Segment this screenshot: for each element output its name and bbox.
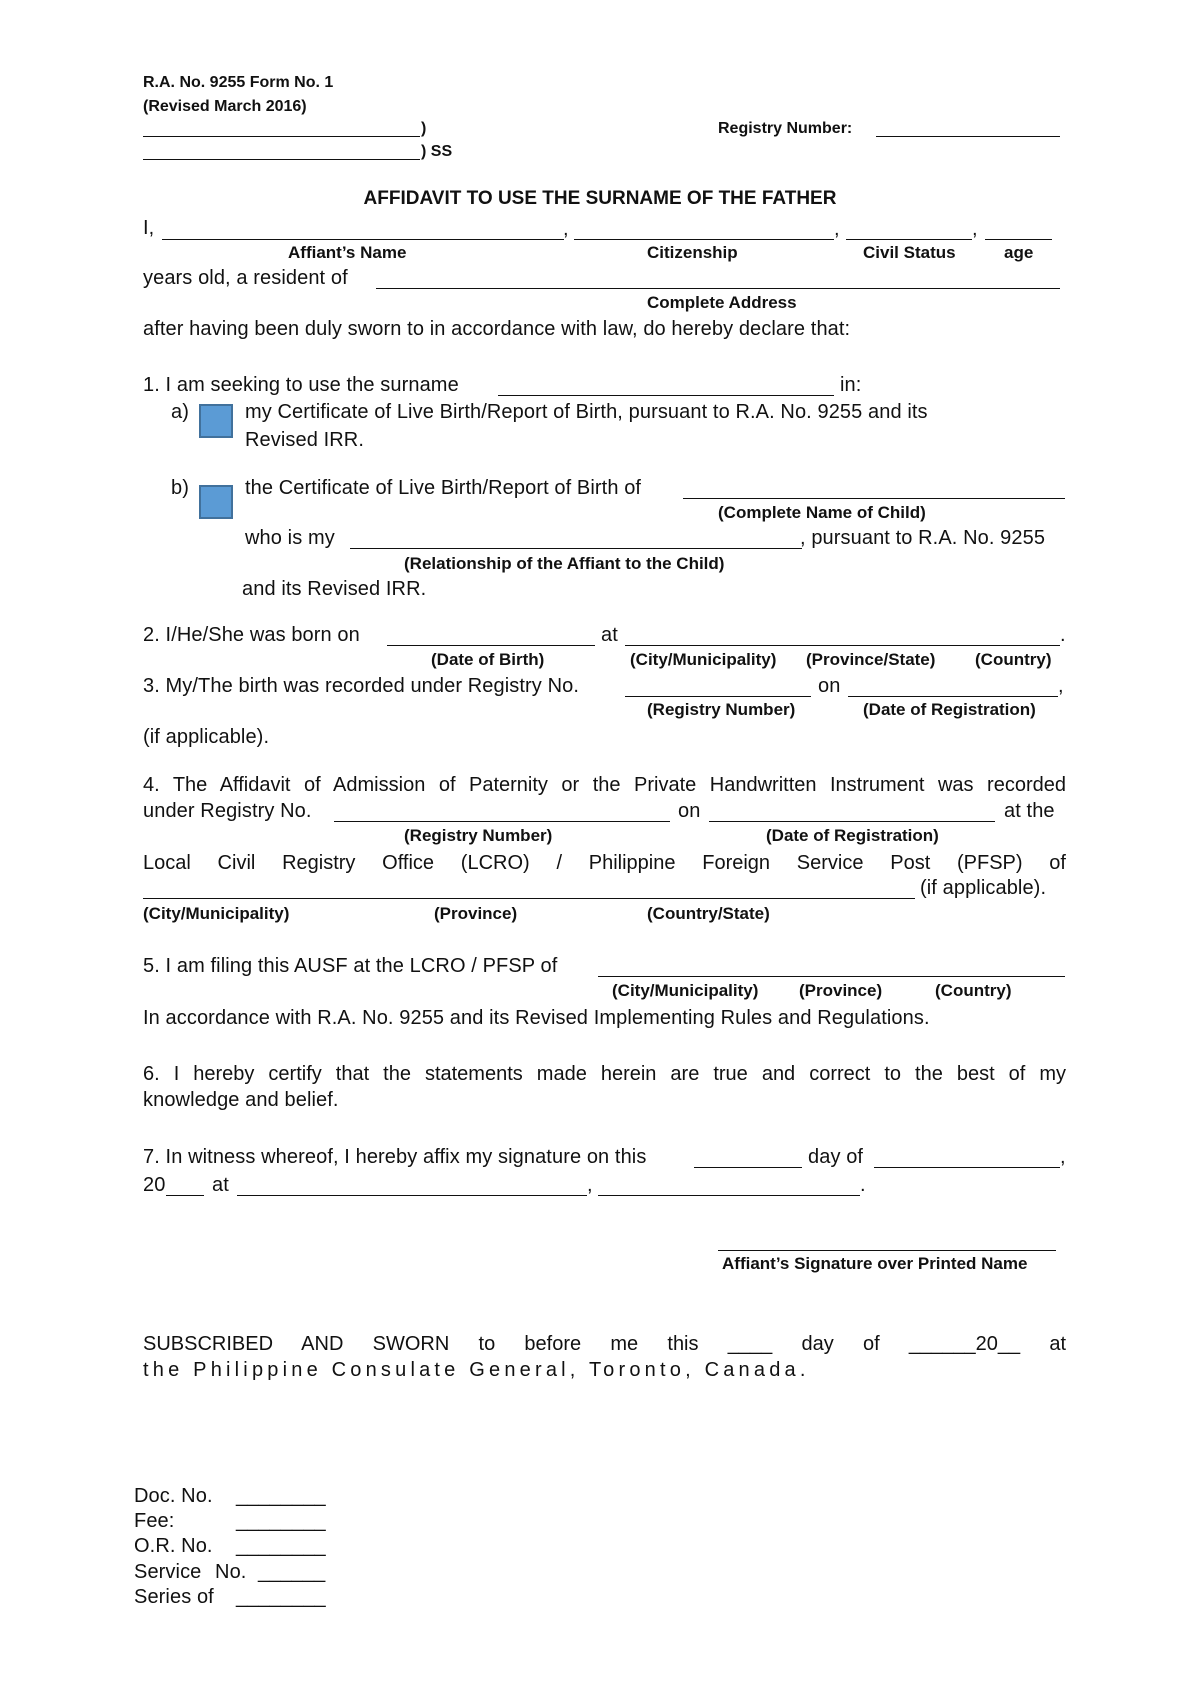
- item2-period: .: [1060, 624, 1066, 646]
- affiant-name-field[interactable]: [162, 239, 564, 240]
- option-b-checkbox[interactable]: [199, 485, 233, 519]
- signing-day-field[interactable]: [694, 1167, 802, 1168]
- series-of-field[interactable]: ________: [236, 1586, 326, 1608]
- option-a-line2: Revised IRR.: [245, 429, 365, 451]
- surname-field[interactable]: [498, 395, 834, 396]
- birth-registry-number-field[interactable]: [625, 696, 811, 697]
- fee-field[interactable]: ________: [236, 1510, 326, 1532]
- item3-on: on: [818, 675, 841, 697]
- paternity-registry-number-label: (Registry Number): [404, 826, 553, 845]
- complete-address-field[interactable]: [376, 288, 1060, 289]
- option-a-line1: my Certificate of Live Birth/Report of Birth, pursuant to R.A. No. 9255 and its: [245, 401, 928, 423]
- citizenship-label: Citizenship: [647, 243, 738, 262]
- item7-year-prefix: 20: [143, 1174, 166, 1196]
- item4-under: under Registry No.: [143, 800, 312, 822]
- signing-city-field[interactable]: [237, 1195, 587, 1196]
- relationship-label: (Relationship of the Affiant to the Child): [404, 554, 725, 573]
- and-irr-text: and its Revised IRR.: [242, 578, 427, 600]
- birth-registration-date-label: (Date of Registration): [863, 700, 1036, 719]
- fee-label: Fee:: [134, 1510, 175, 1532]
- intro-comma-2: ,: [834, 218, 840, 240]
- affiant-name-label: Affiant’s Name: [288, 243, 407, 262]
- option-b-line1: the Certificate of Live Birth/Report of Birth of: [245, 477, 642, 499]
- signature-label: Affiant’s Signature over Printed Name: [722, 1254, 1028, 1273]
- birth-registry-number-label: (Registry Number): [647, 700, 796, 719]
- item7-comma2: ,: [587, 1174, 593, 1196]
- venue-line-1[interactable]: [143, 136, 420, 137]
- birth-province-label: (Province/State): [806, 650, 936, 669]
- registry-number-field[interactable]: [876, 136, 1060, 137]
- doc-no-field[interactable]: ________: [236, 1485, 326, 1507]
- item1-text: 1. I am seeking to use the surname: [143, 374, 459, 396]
- age-label: age: [1004, 243, 1034, 262]
- birth-registration-date-field[interactable]: [848, 696, 1058, 697]
- item1-in: in:: [840, 374, 862, 396]
- lcro-city-label: (City/Municipality): [143, 904, 290, 923]
- or-no-label: O.R. No.: [134, 1535, 213, 1557]
- form-number: R.A. No. 9255 Form No. 1: [143, 74, 334, 91]
- item4-line3: Local Civil Registry Office (LCRO) / Philippine Foreign Service Post (PFSP) of: [143, 852, 1066, 874]
- birth-city-label: (City/Municipality): [630, 650, 777, 669]
- ss-label: ) SS: [421, 143, 453, 160]
- option-a-checkbox[interactable]: [199, 404, 233, 438]
- item7-period: .: [860, 1174, 866, 1196]
- item7-text: 7. In witness whereof, I hereby affix my signature on this: [143, 1146, 647, 1168]
- citizenship-field[interactable]: [574, 239, 834, 240]
- item6-line1: 6. I hereby certify that the statements made herein are true and correct to the best of my: [143, 1063, 1066, 1085]
- date-of-birth-field[interactable]: [387, 645, 595, 646]
- venue-paren: ): [421, 120, 427, 137]
- pursuant-text: , pursuant to R.A. No. 9255: [800, 527, 1046, 549]
- intro-comma-3: ,: [972, 218, 978, 240]
- item7-comma: ,: [1060, 1146, 1066, 1168]
- child-name-label: (Complete Name of Child): [718, 503, 926, 522]
- item3-text: 3. My/The birth was recorded under Registry No.: [143, 675, 579, 697]
- birthplace-field[interactable]: [625, 645, 1060, 646]
- filing-province-label: (Province): [799, 981, 883, 1000]
- civil-status-field[interactable]: [846, 239, 972, 240]
- subscribed-line1: SUBSCRIBED AND SWORN to before me this ____ day of ______20__ at: [143, 1333, 1066, 1355]
- signing-month-field[interactable]: [874, 1167, 1060, 1168]
- item6-line2: knowledge and belief.: [143, 1089, 339, 1111]
- venue-line-2[interactable]: [143, 159, 420, 160]
- item4-if-applicable: (if applicable).: [920, 877, 1047, 899]
- page-title: AFFIDAVIT TO USE THE SURNAME OF THE FATHER: [363, 188, 837, 209]
- filing-city-label: (City/Municipality): [612, 981, 759, 1000]
- signing-year-field[interactable]: [166, 1195, 204, 1196]
- civil-status-label: Civil Status: [863, 243, 956, 262]
- signature-line[interactable]: [718, 1250, 1056, 1251]
- item5-text: 5. I am filing this AUSF at the LCRO / PFSP of: [143, 955, 558, 977]
- item7-at: at: [212, 1174, 229, 1196]
- item3-comma: ,: [1058, 675, 1064, 697]
- lcro-location-field[interactable]: [143, 898, 915, 899]
- date-of-birth-label: (Date of Birth): [431, 650, 545, 669]
- service-no-label: Service No.: [134, 1561, 247, 1583]
- lcro-country-label: (Country/State): [647, 904, 770, 923]
- filing-location-field[interactable]: [598, 976, 1065, 977]
- service-no-field[interactable]: ______: [258, 1561, 326, 1583]
- age-field[interactable]: [985, 239, 1052, 240]
- option-b-label: b): [171, 477, 189, 499]
- item4-on: on: [678, 800, 701, 822]
- sworn-statement: after having been duly sworn to in accordance with law, do hereby declare that:: [143, 318, 851, 340]
- registry-number-label: Registry Number:: [718, 120, 853, 137]
- revised-date: (Revised March 2016): [143, 98, 307, 115]
- item2-at: at: [601, 624, 618, 646]
- doc-no-label: Doc. No.: [134, 1485, 213, 1507]
- item4-line1: 4. The Affidavit of Admission of Paternity or the Private Handwritten Instrument was recorded: [143, 774, 1066, 796]
- signing-country-field[interactable]: [598, 1195, 860, 1196]
- subscribed-line2: the Philippine Consulate General, Toronto, Canada.: [143, 1359, 810, 1381]
- birth-country-label: (Country): [975, 650, 1052, 669]
- intro-comma-1: ,: [563, 218, 569, 240]
- lcro-province-label: (Province): [434, 904, 518, 923]
- years-old-text: years old, a resident of: [143, 267, 348, 289]
- filing-country-label: (Country): [935, 981, 1012, 1000]
- item7-day-of: day of: [808, 1146, 864, 1168]
- option-a-label: a): [171, 401, 189, 423]
- paternity-registry-number-field[interactable]: [334, 821, 670, 822]
- child-name-field[interactable]: [683, 498, 1065, 499]
- paternity-registration-date-label: (Date of Registration): [766, 826, 939, 845]
- item4-at-the: at the: [1004, 800, 1055, 822]
- accordance-text: In accordance with R.A. No. 9255 and its Revised Implementing Rules and Regulations.: [143, 1007, 930, 1029]
- who-is-my-text: who is my: [245, 527, 335, 549]
- item3-if-applicable: (if applicable).: [143, 726, 270, 748]
- paternity-registration-date-field[interactable]: [709, 821, 995, 822]
- complete-address-label: Complete Address: [647, 293, 797, 312]
- item2-text: 2. I/He/She was born on: [143, 624, 360, 646]
- series-of-label: Series of: [134, 1586, 214, 1608]
- or-no-field[interactable]: ________: [236, 1535, 326, 1557]
- relationship-field[interactable]: [350, 548, 802, 549]
- intro-i: I,: [143, 217, 155, 239]
